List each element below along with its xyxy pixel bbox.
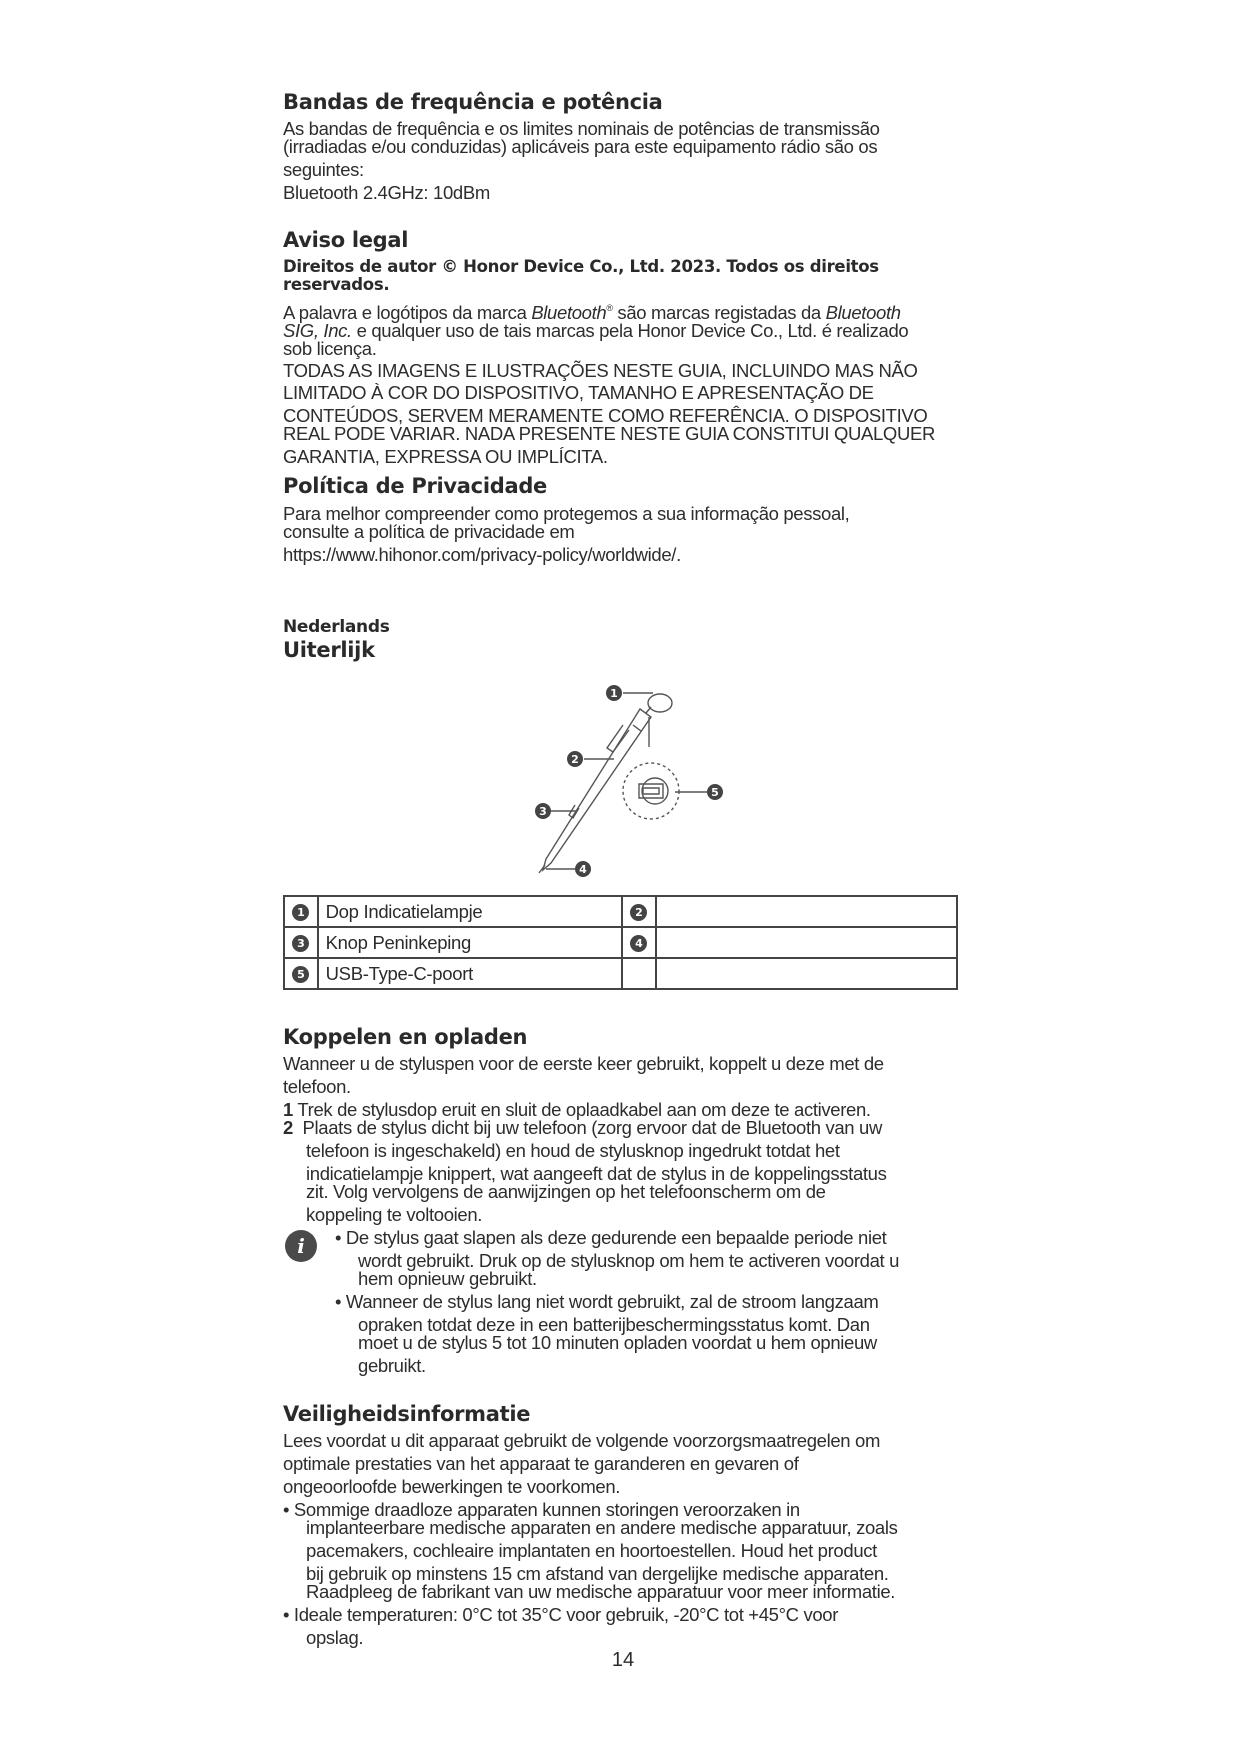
- disclaimer-line-5: GARANTIA, EXPRESSA OU IMPLÍCITA.: [283, 446, 608, 467]
- callout-2: 2: [571, 753, 579, 766]
- step-2-line-5: koppeling te voltooien.: [306, 1204, 483, 1225]
- bluetooth-sig: Bluetooth: [825, 302, 901, 323]
- disclaimer-line-2: LIMITADO À COR DO DISPOSITIVO, TAMANHO E APRESENTAÇÃO DE: [283, 382, 874, 403]
- part-label: [656, 896, 957, 927]
- section-title-veiligheid: Veiligheidsinformatie: [283, 1402, 531, 1426]
- bandas-text-1: As bandas de frequência e os limites nominais de potências de transmissão: [283, 118, 880, 139]
- trademark-line-3: sob licença.: [283, 338, 377, 359]
- privacy-text-1: Para melhor compreender como protegemos a sua informação pessoal,: [283, 503, 850, 524]
- bandas-text-2: (irradiadas e/ou conduzidas) aplicáveis para este equipamento rádio são os: [283, 136, 878, 157]
- note-1-line-2: wordt gebruikt. Druk op de stylusknop om hem te activeren voordat u: [358, 1250, 900, 1271]
- callout-3: 3: [539, 805, 547, 818]
- disclaimer-line-1: TODAS AS IMAGENS E ILUSTRAÇÕES NESTE GUIA, INCLUINDO MAS NÃO: [283, 360, 918, 381]
- bullet-1-line-3: pacemakers, cochleaire implantaten en hoortoestellen. Houd het product: [306, 1540, 877, 1561]
- stylus-illustration: [503, 685, 763, 885]
- callout-4: 4: [579, 863, 587, 876]
- note-2-line-4: gebruikt.: [358, 1355, 426, 1376]
- bullet-2-line-2: opslag.: [306, 1627, 364, 1648]
- callout-5: 5: [711, 786, 719, 799]
- veiligheid-intro-3: ongeoorloofde bewerkingen te voorkomen.: [283, 1476, 621, 1497]
- bullet-1-line-1: • Sommige draadloze apparaten kunnen storingen veroorzaken in: [283, 1499, 800, 1520]
- step-2-line-4: zit. Volg vervolgens de aanwijzingen op het telefoonscherm om de: [306, 1181, 826, 1202]
- veiligheid-intro-2: optimale prestaties van het apparaat te garanderen en gevaren of: [283, 1453, 799, 1474]
- table-row: [284, 927, 957, 958]
- step-number: 1: [283, 1099, 293, 1120]
- bluetooth-brand: Bluetooth: [531, 302, 607, 323]
- language-heading: Nederlands: [283, 617, 390, 637]
- copyright-line-1: Direitos de autor © Honor Device Co., Ltd. 2023. Todos os direitos: [283, 257, 879, 276]
- empty-cell: [622, 958, 656, 989]
- copyright-line-2: reservados.: [283, 275, 390, 294]
- bandas-text-3: seguintes:: [283, 159, 364, 180]
- part-label: USB-Type-C-poort: [318, 958, 622, 989]
- note-2-line-3: moet u de stylus 5 tot 10 minuten opladen voordat u hem opnieuw: [358, 1332, 877, 1353]
- koppelen-intro-2: telefoon.: [283, 1076, 351, 1097]
- trademark-text: e qualquer uso de tais marcas pela Honor Device Co., Ltd. é realizado: [351, 320, 909, 341]
- part-label: [656, 927, 957, 958]
- note-1-line-1: • De stylus gaat slapen als deze gedurende een bepaalde periode niet: [335, 1227, 887, 1248]
- section-title-koppelen: Koppelen en opladen: [283, 1025, 528, 1049]
- bandas-bluetooth-power: Bluetooth 2.4GHz: 10dBm: [283, 182, 490, 203]
- bullet-1-line-5: Raadpleeg de fabrikant van uw medische apparatuur voor meer informatie.: [306, 1581, 896, 1602]
- part-label: Dop Indicatielampje: [318, 896, 622, 927]
- step-text: Trek de stylusdop eruit en sluit de oplaadkabel aan om deze te activeren.: [292, 1099, 871, 1120]
- sig-inc: SIG, Inc.: [283, 320, 352, 341]
- trademark-text: são marcas registadas da: [612, 302, 826, 323]
- part-number-badge: 4: [630, 935, 647, 952]
- veiligheid-intro-1: Lees voordat u dit apparaat gebruikt de volgende voorzorgsmaatregelen om: [283, 1430, 880, 1451]
- bullet-2-line-1: • Ideale temperaturen: 0°C tot 35°C voor gebruik, -20°C tot +45°C voor: [283, 1604, 839, 1625]
- privacy-text-2: consulte a política de privacidade em: [283, 521, 575, 542]
- privacy-policy-url[interactable]: https://www.hihonor.com/privacy-policy/worldwide/.: [283, 544, 681, 565]
- part-number-badge: 1: [292, 904, 309, 921]
- table-row: [284, 958, 957, 989]
- info-icon: i: [285, 1230, 317, 1262]
- section-title-aviso: Aviso legal: [283, 228, 409, 252]
- section-title-bandas: Bandas de frequência e potência: [283, 90, 663, 114]
- parts-table: [283, 895, 958, 990]
- section-title-uiterlijk: Uiterlijk: [283, 638, 375, 662]
- note-2-line-1: • Wanneer de stylus lang niet wordt gebruikt, zal de stroom langzaam: [335, 1291, 879, 1312]
- page-number: 14: [611, 1649, 635, 1671]
- section-title-privacidade: Política de Privacidade: [283, 474, 547, 498]
- disclaimer-line-4: REAL PODE VARIAR. NADA PRESENTE NESTE GUIA CONSTITUI QUALQUER: [283, 423, 935, 444]
- bullet-1-line-4: bij gebruik op minstens 15 cm afstand van dergelijke medische apparaten.: [306, 1563, 889, 1584]
- part-number-badge: 5: [292, 966, 309, 983]
- callout-1: 1: [610, 687, 618, 700]
- note-2-line-2: opraken totdat deze in een batterijbeschermingsstatus komt. Dan: [358, 1314, 870, 1335]
- bullet-1-line-2: implanteerbare medische apparaten en andere medische apparatuur, zoals: [306, 1517, 898, 1538]
- table-row: [284, 896, 957, 927]
- part-label: Knop Peninkeping: [318, 927, 622, 958]
- step-2-line-3: indicatielampje knippert, wat aangeeft dat de stylus in de koppelingsstatus: [306, 1163, 887, 1184]
- stylus-pen-icon: [503, 685, 763, 885]
- trademark-line-2: [283, 320, 908, 342]
- note-1-line-3: hem opnieuw gebruikt.: [358, 1268, 537, 1289]
- step-number: 2: [283, 1117, 293, 1138]
- part-number-badge: 2: [630, 904, 647, 921]
- step-2-line-2: telefoon is ingeschakeld) en houd de stylusknop ingedrukt totdat het: [306, 1140, 840, 1161]
- trademark-text: A palavra e logótipos da marca: [283, 302, 532, 323]
- part-number-badge: 3: [292, 935, 309, 952]
- empty-cell: [656, 958, 957, 989]
- step-2-line-1: [283, 1117, 882, 1139]
- koppelen-intro-1: Wanneer u de styluspen voor de eerste keer gebruikt, koppelt u deze met de: [283, 1053, 884, 1074]
- registered-mark: ®: [606, 303, 613, 313]
- disclaimer-line-3: CONTEÚDOS, SERVEM MERAMENTE COMO REFERÊNCIA. O DISPOSITIVO: [283, 405, 928, 426]
- step-text: Plaats de stylus dicht bij uw telefoon (zorg ervoor dat de Bluetooth van uw: [292, 1117, 882, 1138]
